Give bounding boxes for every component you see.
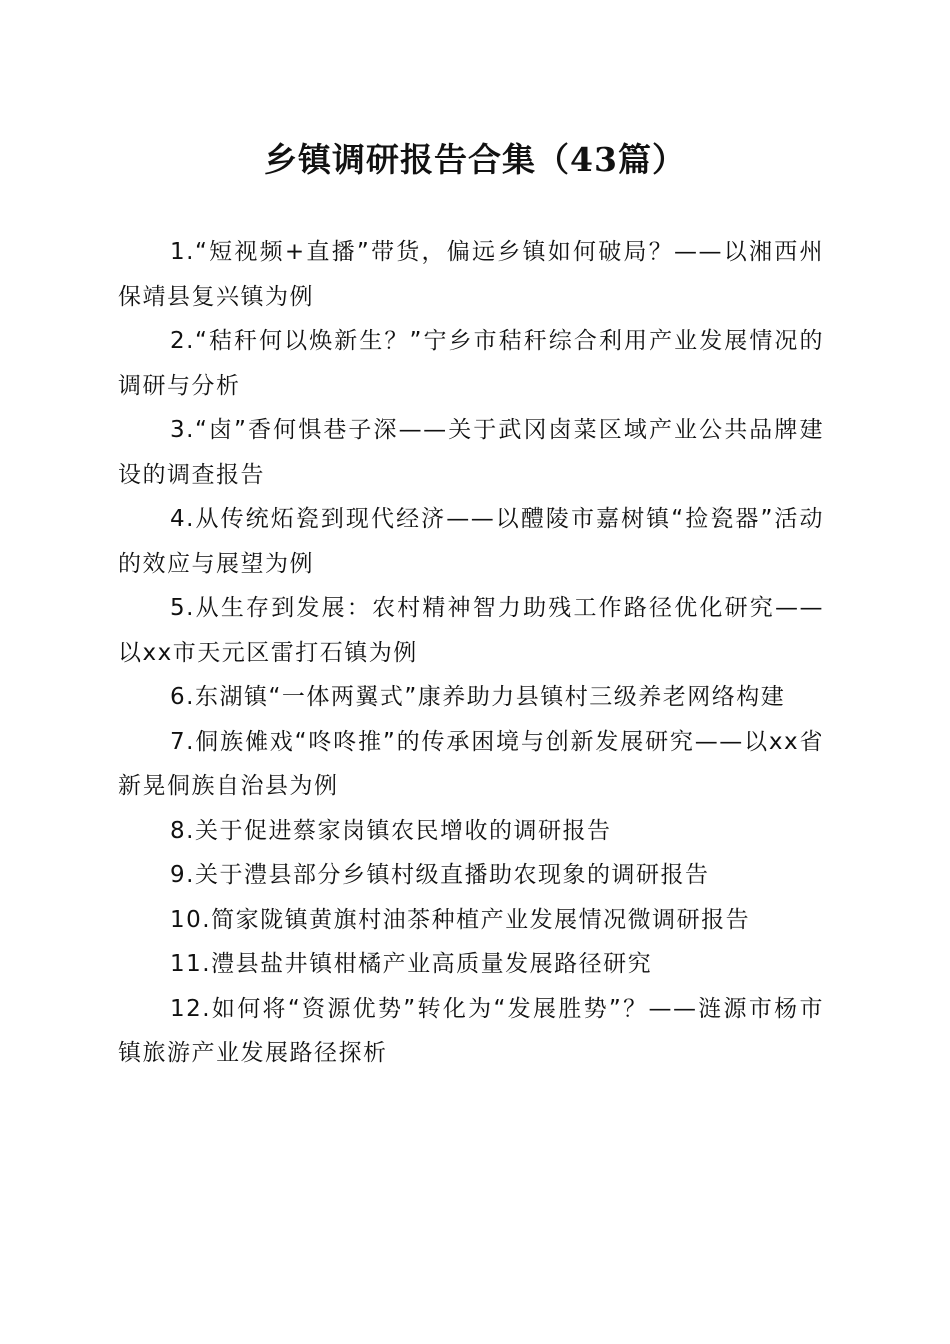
report-item: 4.从传统炻瓷到现代经济——以醴陵市嘉树镇“捡瓷器”活动的效应与展望为例 bbox=[118, 506, 824, 577]
report-item: 3.“卤”香何惧巷子深——关于武冈卤菜区域产业公共品牌建设的调查报告 bbox=[118, 417, 824, 488]
report-list bbox=[118, 230, 824, 1076]
report-item: 1.“短视频+直播”带货，偏远乡镇如何破局？——以湘西州保靖县复兴镇为例 bbox=[118, 239, 824, 310]
report-item: 8.关于促进蔡家岗镇农民增收的调研报告 bbox=[170, 817, 612, 844]
report-item: 7.侗族傩戏“咚咚推”的传承困境与创新发展研究——以xx省新晃侗族自治县为例 bbox=[118, 728, 824, 799]
report-item: 5.从生存到发展：农村精神智力助残工作路径优化研究——以xx市天元区雷打石镇为例 bbox=[118, 595, 824, 666]
report-item: 11.澧县盐井镇柑橘产业高质量发展路径研究 bbox=[170, 951, 653, 977]
report-item: 9.关于澧县部分乡镇村级直播助农现象的调研报告 bbox=[170, 862, 710, 888]
report-item: 2.“秸秆何以焕新生？”宁乡市秸秆综合利用产业发展情况的调研与分析 bbox=[118, 328, 824, 399]
report-item: 10.简家陇镇黄旗村油茶种植产业发展情况微调研报告 bbox=[170, 906, 751, 933]
report-item: 12.如何将“资源优势”转化为“发展胜势”？——涟源市杨市镇旅游产业发展路径探析 bbox=[118, 995, 824, 1066]
report-item: 6.东湖镇“一体两翼式”康养助力县镇村三级养老网络构建 bbox=[170, 684, 786, 710]
document-title: 乡镇调研报告合集（43篇） bbox=[264, 140, 686, 179]
